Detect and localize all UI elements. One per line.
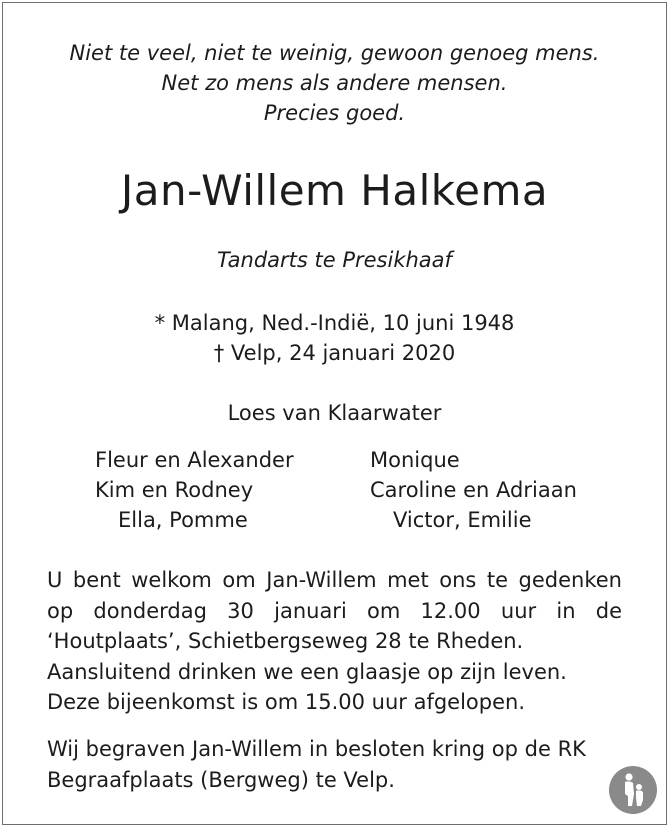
death-line: † Velp, 24 januari 2020: [213, 341, 456, 365]
motto-line: Precies goed.: [263, 101, 406, 125]
motto-line: Net zo mens als andere mensen.: [161, 71, 508, 95]
family-member: Kim en Rodney: [95, 478, 254, 502]
family-grandchildren: Victor, Emilie: [393, 508, 532, 532]
motto-line: Niet te veel, niet te weinig, gewoon genoeg mens.: [69, 41, 600, 65]
deceased-name: Jan-Willem Halkema: [120, 166, 549, 215]
family-column-left: [95, 445, 294, 535]
paragraph-line: op donderdag 30 januari om 12.00 uur in de: [47, 598, 622, 623]
family-member: Caroline en Adriaan: [370, 478, 577, 502]
motto: [0, 38, 669, 128]
paragraph-line: Begraafplaats (Bergweg) te Velp.: [47, 767, 395, 792]
birth-line: * Malang, Ned.-Indië, 10 juni 1948: [154, 311, 515, 335]
paragraph-line: U bent welkom om Jan-Willem met ons te gedenken: [47, 568, 622, 592]
family-member: Monique: [370, 448, 460, 472]
family-member: Fleur en Alexander: [95, 448, 294, 472]
memorial-figures-icon: [609, 766, 657, 814]
life-dates: [0, 308, 669, 368]
paragraph-line: ‘Houtplaats’, Schietbergseweg 28 te Rheden.: [47, 629, 524, 653]
burial-paragraph: [47, 734, 622, 795]
ceremony-paragraph: [47, 565, 622, 718]
partner-name: Loes van Klaarwater: [227, 401, 442, 425]
family-column-right: [370, 445, 577, 535]
paragraph-line: Aansluitend drinken we een glaasje op zijn leven.: [47, 659, 567, 684]
paragraph-line: Wij begraven Jan-Willem in besloten kring op de RK: [47, 737, 586, 761]
profession: Tandarts te Presikhaaf: [217, 248, 452, 272]
family-grandchildren: Ella, Pomme: [118, 508, 248, 532]
paragraph-line: Deze bijeenkomst is om 15.00 uur afgelopen.: [47, 690, 526, 714]
